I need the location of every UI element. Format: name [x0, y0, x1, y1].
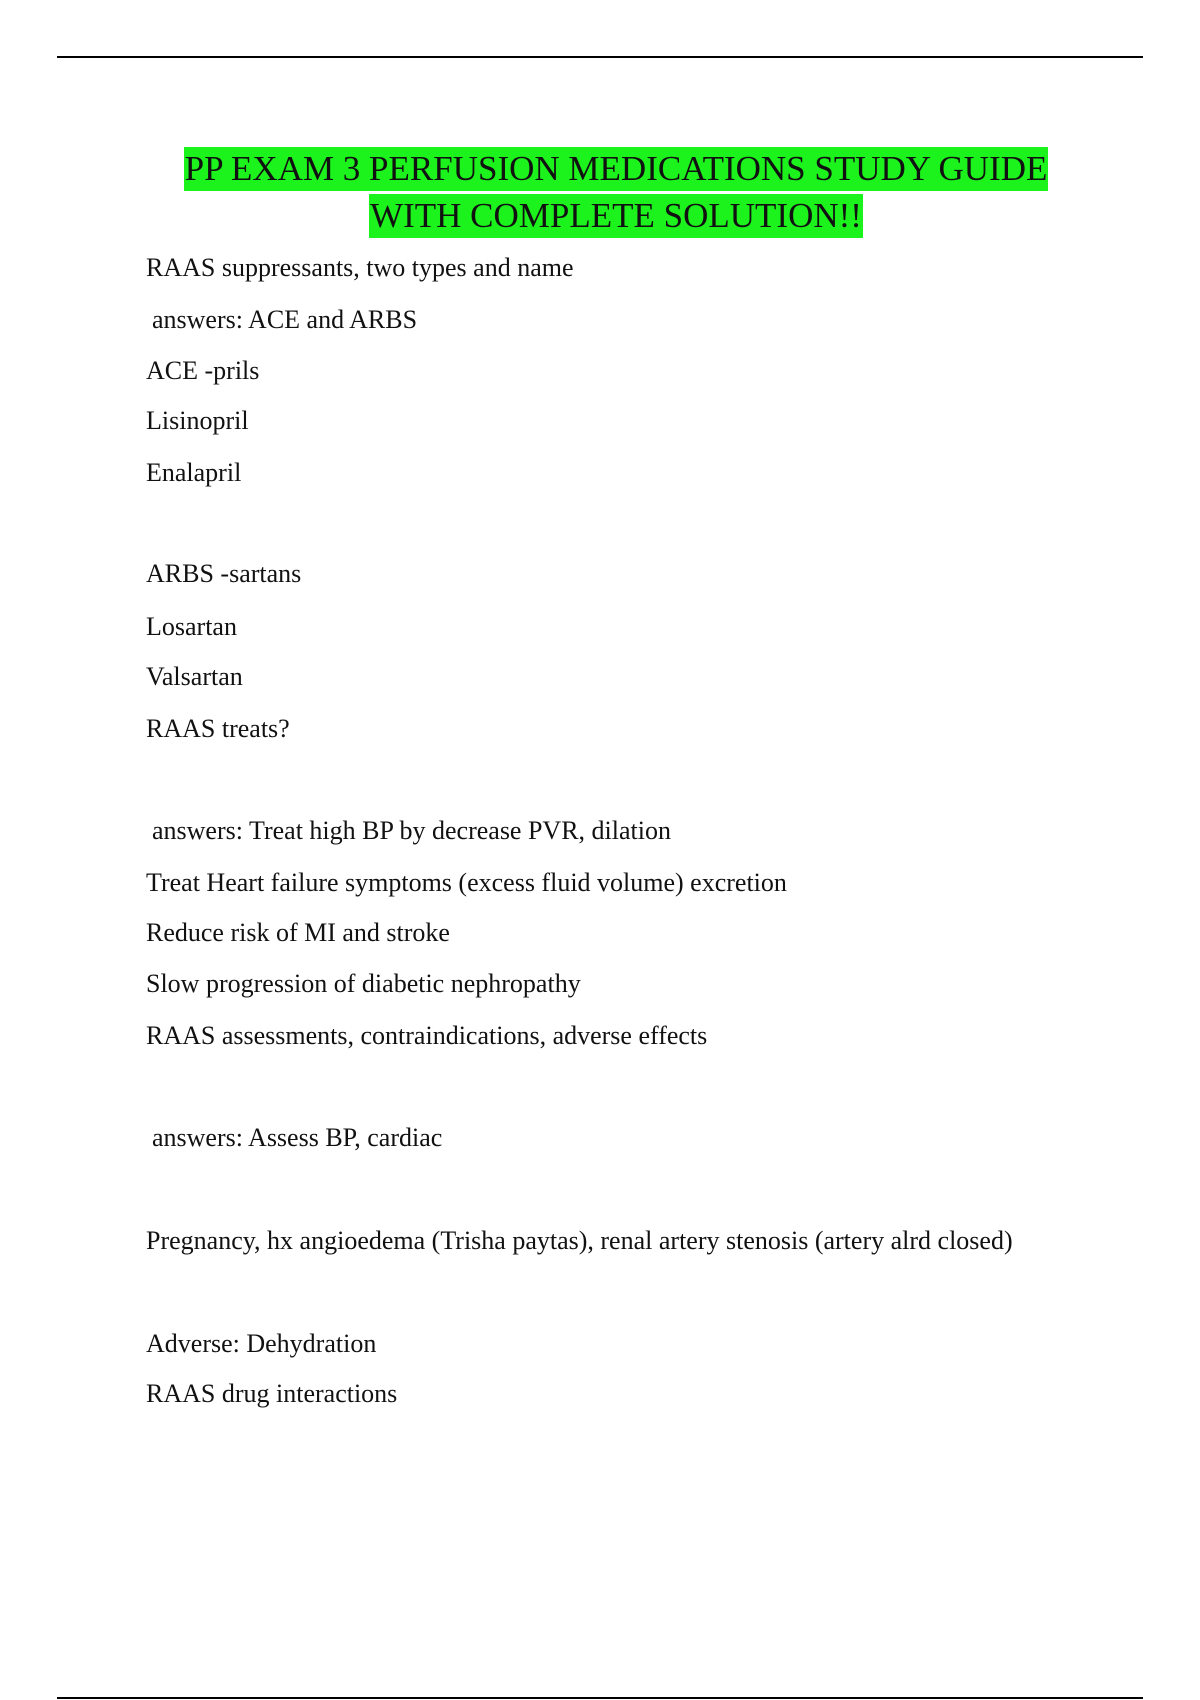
- answer-line: answers: Treat high BP by decrease PVR, dilation: [152, 816, 671, 845]
- text-line: Reduce risk of MI and stroke: [146, 918, 450, 947]
- text-line: ARBS -sartans: [146, 559, 302, 588]
- question-line: RAAS drug interactions: [146, 1379, 398, 1408]
- answer-line: answers: Assess BP, cardiac: [152, 1123, 443, 1152]
- text-line: Lisinopril: [146, 406, 249, 435]
- title-line-1: PP EXAM 3 PERFUSION MEDICATIONS STUDY GUIDE: [184, 147, 1049, 191]
- text-line: ACE -prils: [146, 356, 260, 385]
- text-line: Losartan: [146, 612, 237, 641]
- answer-line: answers: ACE and ARBS: [152, 305, 418, 334]
- text-line: Enalapril: [146, 458, 242, 487]
- text-line: Treat Heart failure symptoms (excess fluid volume) excretion: [146, 868, 787, 897]
- question-line: RAAS treats?: [146, 714, 290, 743]
- text-line: Valsartan: [146, 662, 243, 691]
- text-line: Slow progression of diabetic nephropathy: [146, 969, 581, 998]
- question-line: RAAS assessments, contraindications, adverse effects: [146, 1021, 708, 1050]
- text-line: Pregnancy, hx angioedema (Trisha paytas), renal artery stenosis (artery alrd closed): [146, 1226, 1013, 1255]
- question-line: RAAS suppressants, two types and name: [146, 253, 574, 282]
- title-line-2: WITH COMPLETE SOLUTION!!: [369, 194, 863, 238]
- text-line: Adverse: Dehydration: [146, 1329, 377, 1358]
- document-title: [0, 146, 1200, 240]
- footer-rule: [57, 1697, 1143, 1699]
- header-rule: [57, 56, 1143, 58]
